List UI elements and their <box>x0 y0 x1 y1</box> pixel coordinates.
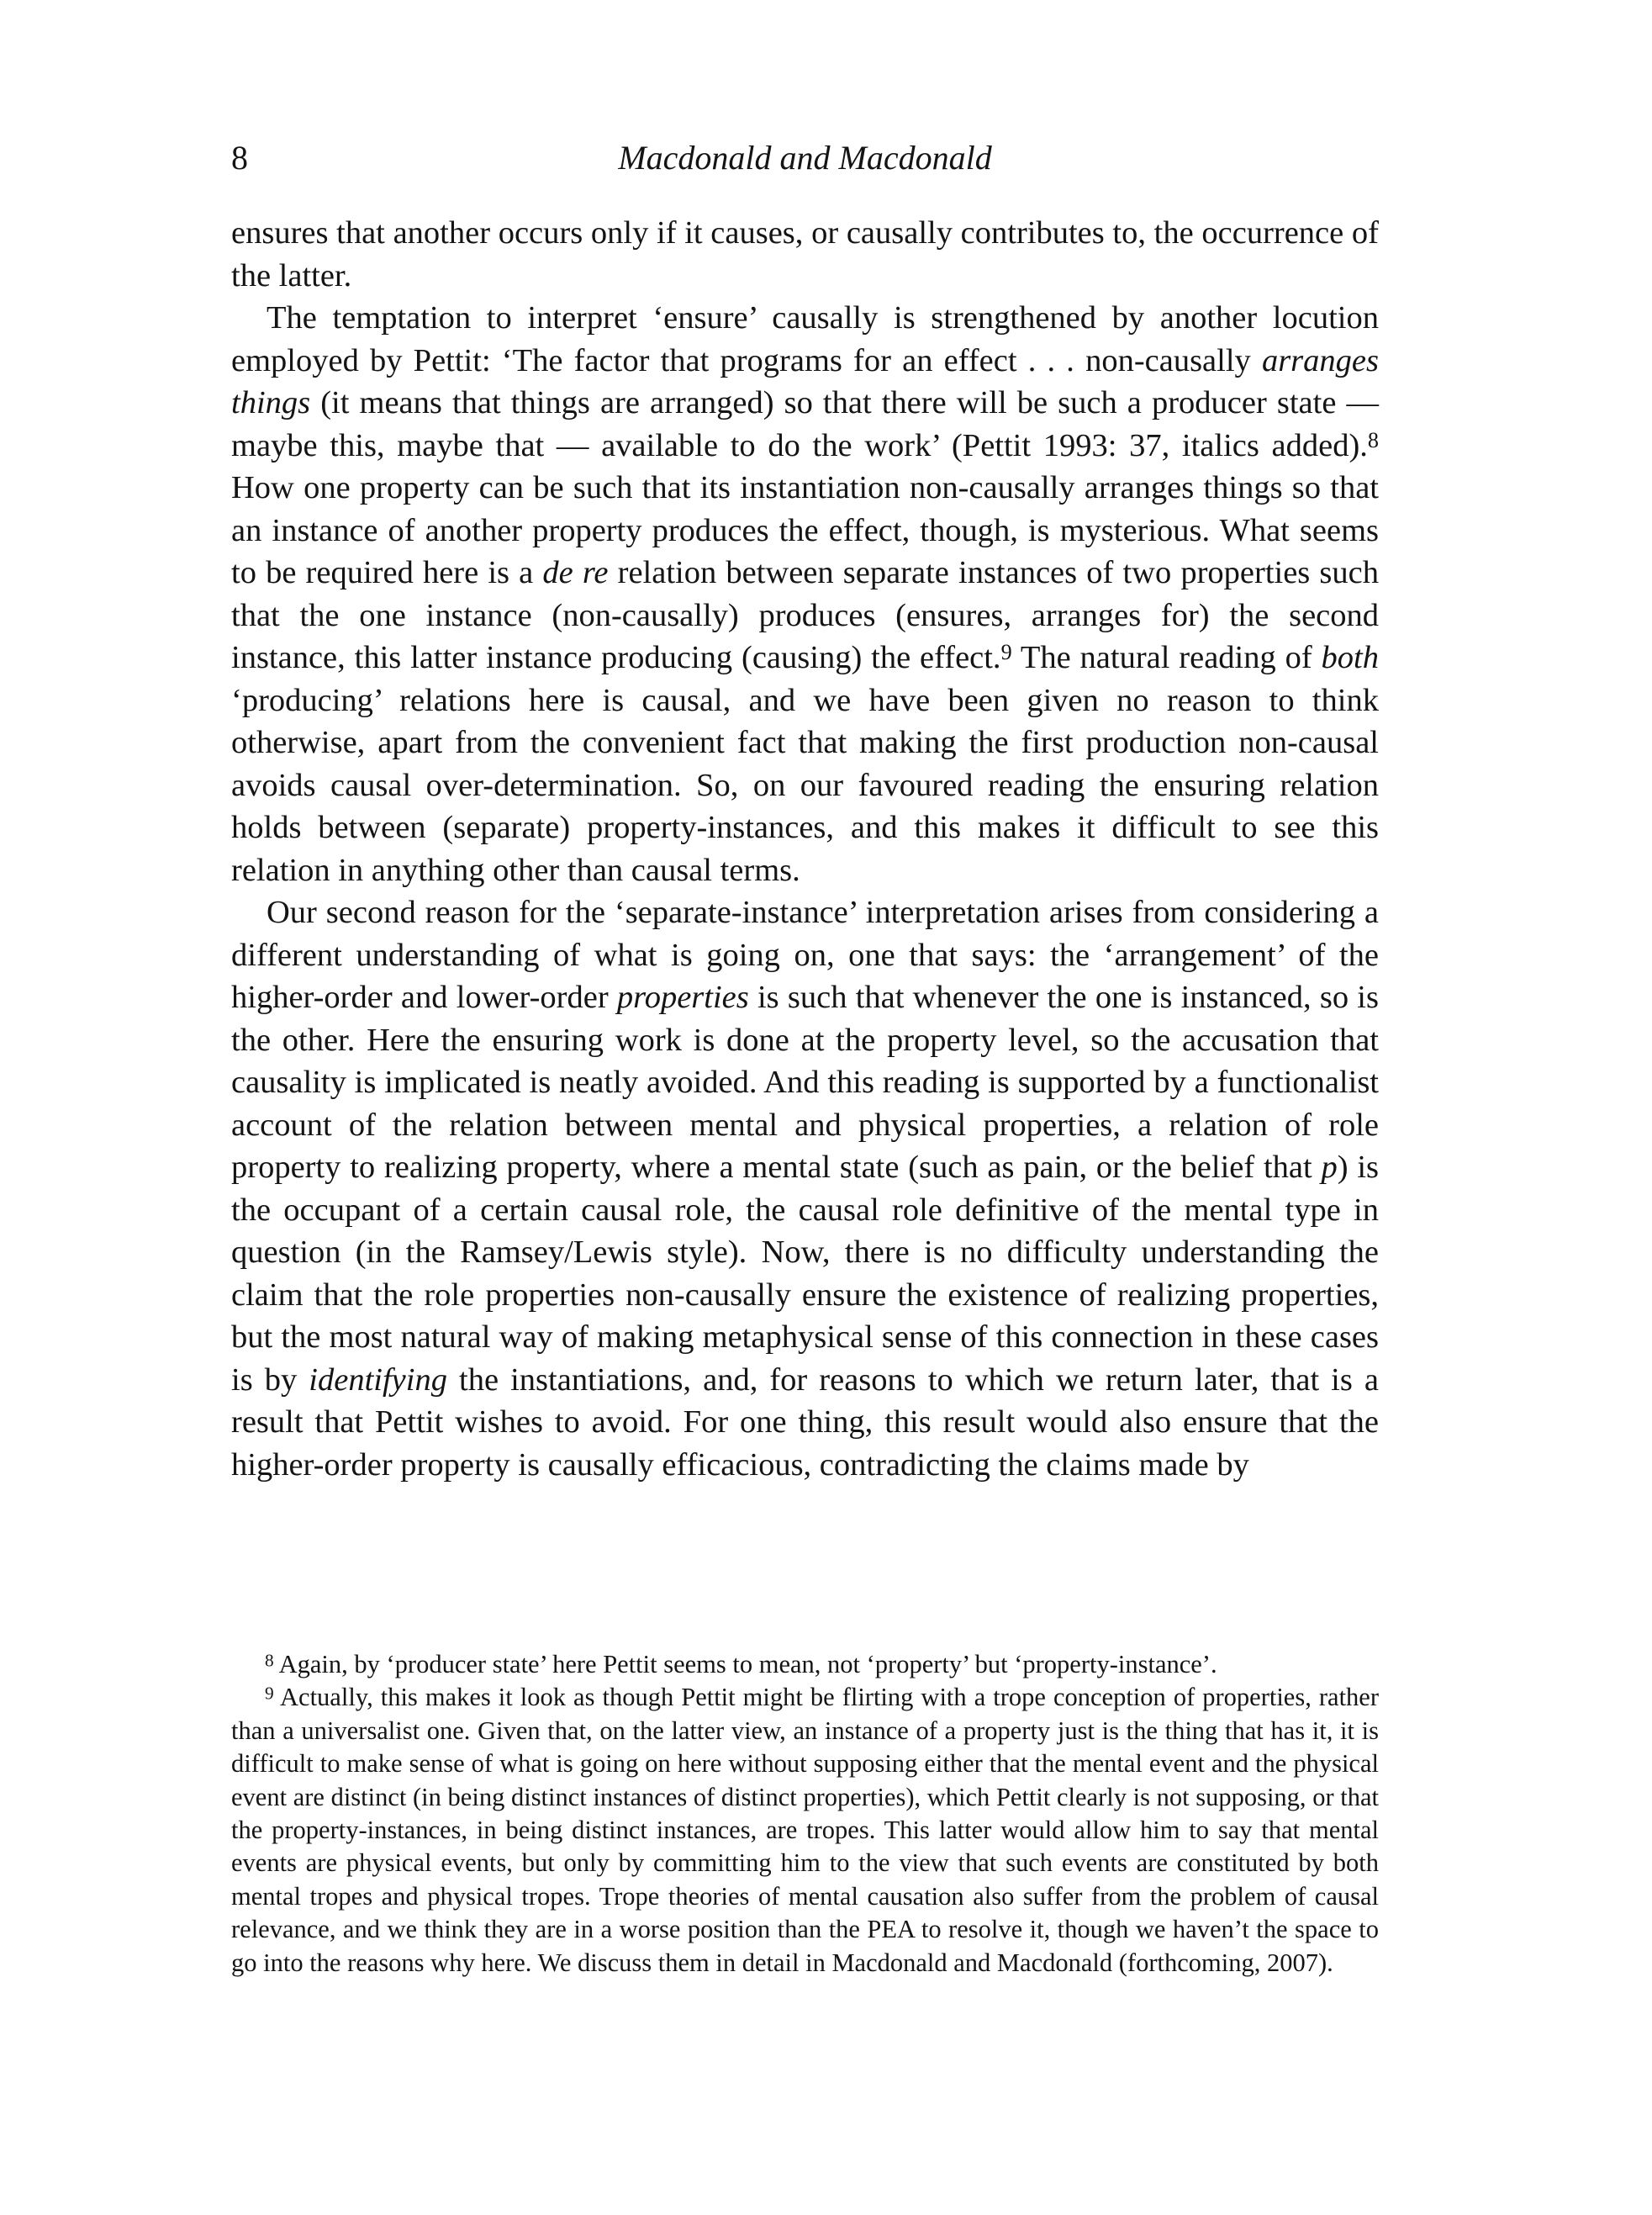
main-text <box>231 212 1379 1486</box>
footnote-ref-9: 9 <box>1000 640 1012 665</box>
paragraph-2: The temptation to interpret ‘ensure’ causally is strengthened by another locution employed by Pettit: ‘The factor that programs for an effect . . . non-causally arranges things (it means that things are arranged) so that there will be such a producer state — maybe this, maybe that — available to do the work’ (Pettit 1993: 37, italics added).$^8$ How one property can be such that its instantiation non-causally arranges things so that an instance of another property produces the effect, though, is mysterious. What seems to be required here is a de re relation between separate instances of two properties such that the one instance (non-causally) produces (ensures, arranges for) the second instance, this latter instance producing (causing) the effect.$^9$ The natural reading of both ‘producing’ relations here is causal, and we have been given no reason to think otherwise, apart from the convenient fact that making the first production non-causal avoids causal over-determination. So, on our favoured reading the ensuring relation holds between (separate) property-instances, and this makes it difficult to see this relation in anything other than causal terms. <box>231 300 1379 888</box>
footnote-8 <box>231 1648 1379 1681</box>
footnote-ref-8: 8 <box>1367 427 1379 452</box>
running-head: Macdonald and Macdonald <box>618 139 992 177</box>
footnote-mark: 9 <box>265 1683 274 1704</box>
paragraph-3: Our second reason for the ‘separate-instance’ interpretation arises from considering a different understanding of what is going on, one that says: the ‘arrangement’ of the higher-order and lower-order properties is such that whenever the one is instanced, so is the other. Here the ensuring work is done at the property level, so the accusation that causality is implicated is neatly avoided. And this reading is supported by a functionalist account of the relation between mental and physical properties, a relation of role property to realizing property, where a mental state (such as pain, or the belief that p) is the occupant of a certain causal role, the causal role definitive of the mental type in question (in the Ramsey/Lewis style). Now, there is no difficulty understanding the claim that the role properties non-causally ensure the existence of realizing properties, but the most natural way of making metaphysical sense of this connection in these cases is by identifying the instantiations, and, for reasons to which we return later, that is a result that Pettit wishes to avoid. For one thing, this result would also ensure that the higher-order property is causally efficacious, contradicting the claims made by <box>231 895 1380 1483</box>
page-header <box>231 133 1379 183</box>
footnote-text: Actually, this makes it look as though Pettit might be flirting with a trope conception of properties, rather than a universalist one. Given that, on the latter view, an instance of a property just is the thing that has it, it is difficult to make sense of what is going on here without supposing either that the mental event and the physical event are distinct (in being distinct instances of distinct properties), which Pettit clearly is not supposing, or that the property-instances, in being distinct instances, are tropes. This latter would allow him to say that mental events are physical events, but only by committing him to the view that such events are constituted by both mental tropes and physical tropes. Trope theories of mental causation also suffer from the problem of causal relevance, and we think they are in a worse position than the PEA to resolve it, though we haven’t the space to go into the reasons why here. We discuss them in detail in Macdonald and Macdonald (forthcoming, 2007). <box>231 1683 1379 1977</box>
paragraph-1: ensures that another occurs only if it causes, or causally contributes to, the occurrence of the latter. <box>231 215 1379 293</box>
footnotes <box>231 1648 1379 1980</box>
page-number: 8 <box>231 139 248 177</box>
footnote-text: Again, by ‘producer state’ here Pettit seems to mean, not ‘property’ but ‘property-instance’. <box>273 1650 1217 1678</box>
footnote-mark: 8 <box>265 1650 274 1671</box>
footnote-9 <box>231 1681 1379 1980</box>
